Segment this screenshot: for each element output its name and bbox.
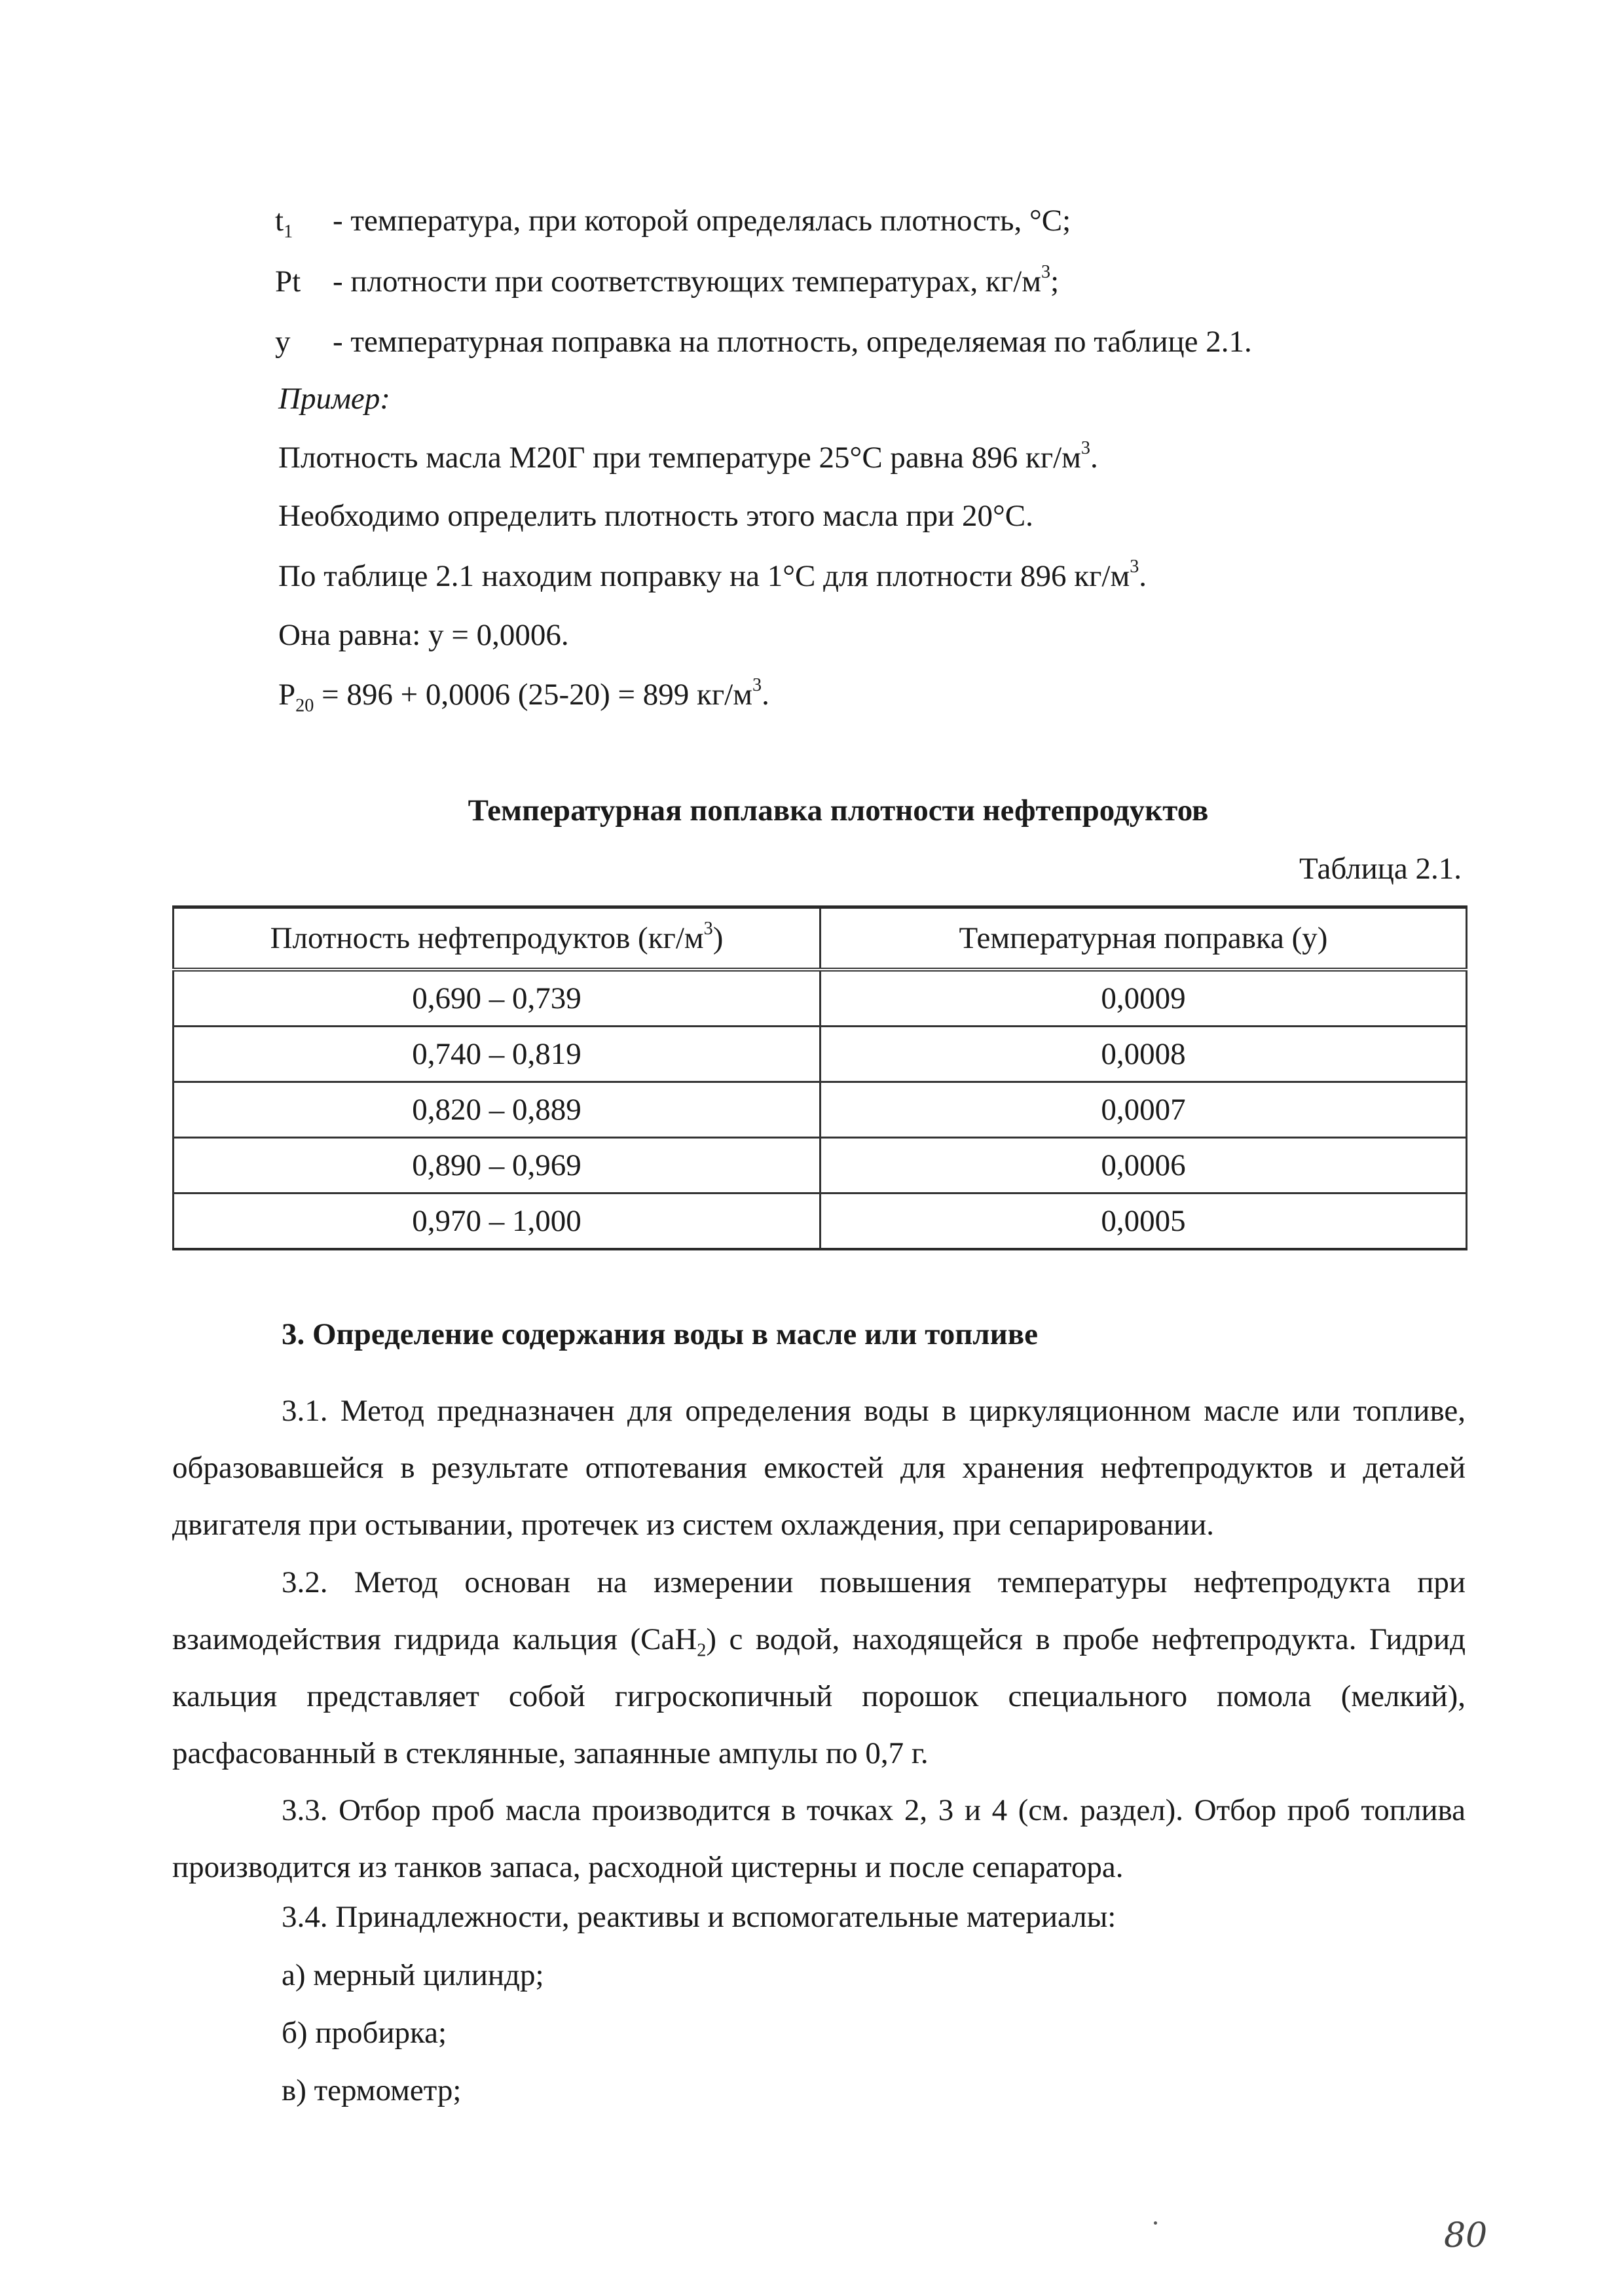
definition-text: - температурная поправка на плотность, определяемая по таблице 2.1. <box>333 325 1252 359</box>
table-cell-density: 0,890 – 0,969 <box>174 1138 821 1194</box>
page-number: 80 <box>1444 2216 1488 2255</box>
table-row <box>174 1027 1467 1082</box>
table-caption: Таблица 2.1. <box>1299 852 1462 886</box>
table-cell-density: 0,970 – 1,000 <box>174 1194 821 1250</box>
definition-text: - температура, при которой определялась плотность, °С; <box>333 204 1071 238</box>
table-cell-correction: 0,0008 <box>821 1027 1467 1082</box>
list-item: а) мерный цилиндр; <box>282 1958 544 1992</box>
table-cell-density: 0,690 – 0,739 <box>174 970 821 1027</box>
definition-symbol: у <box>275 325 291 359</box>
section-title: 3. Определение содержания воды в масле или топливе <box>282 1317 1038 1351</box>
paragraph-3-4: 3.4. Принадлежности, реактивы и вспомогательные материалы: <box>282 1900 1116 1934</box>
column-header-correction: Температурная поправка (у) <box>821 907 1467 970</box>
table-cell-correction: 0,0006 <box>821 1138 1467 1194</box>
table-cell-correction: 0,0007 <box>821 1082 1467 1138</box>
speck-mark <box>1154 2221 1157 2225</box>
example-line: Необходимо определить плотность этого масла при 20°С. <box>278 499 1033 533</box>
paragraph-3-1: 3.1. Метод предназначен для определения воды в циркуляционном масле или топливе, образовавшейся в результате отпотевания емкостей для хранения нефтепродуктов и деталей двигателя при остывании, протечек из систем охлаждения, при сепарировании. <box>172 1394 1466 1542</box>
example-formula: $Р_{20} = 896 + 0,0006$ (25-20) = 899 $кг/м^3$. <box>278 675 769 716</box>
table-cell-density: 0,820 – 0,889 <box>174 1082 821 1138</box>
table-cell-correction: 0,0009 <box>821 970 1467 1027</box>
list-item: в) термометр; <box>282 2073 462 2107</box>
table-title: Температурная поплавка плотности нефтепродуктов <box>468 793 1209 828</box>
table-row <box>174 1138 1467 1194</box>
example-line: Плотность масла М20Г при температуре 25°С равна 896 $кг/м^3$. <box>278 438 1098 475</box>
example-line: Она равна: у = 0,0006. <box>278 618 569 652</box>
table-row <box>174 970 1467 1027</box>
definition-symbol: Pt <box>275 264 301 299</box>
example-label: Пример: <box>278 382 390 416</box>
table-cell-density: 0,740 – 0,819 <box>174 1027 821 1082</box>
table-row <box>174 1194 1467 1250</box>
table-header-row <box>174 907 1467 970</box>
definition-symbol: $t_1$ <box>275 204 293 242</box>
paragraph-3-2: 3.2. Метод основан на измерении повышения температуры нефтепродукта при взаимодействия гидрида кальция (СаН$_2$) с водой, находящейся в пробе нефтепродукта. Гидрид кальция представляет собой гигроскопичный порошок специального помола (мелкий), расфасованный в стеклянные, запаянные ампулы по 0,7 г. <box>172 1565 1466 1770</box>
example-line: По таблице 2.1 находим поправку на 1°С для плотности 896 $кг/м^3$. <box>278 556 1147 593</box>
correction-table <box>172 905 1467 1250</box>
column-header-density: Плотность нефтепродуктов $(кг/м^3)$ <box>174 907 821 970</box>
list-item: б) пробирка; <box>282 2016 447 2050</box>
paragraph-3-3: 3.3. Отбор проб масла производится в точках 2, 3 и 4 (см. раздел). Отбор проб топлива производится из танков запаса, расходной цистерны и после сепаратора. <box>172 1793 1466 1884</box>
table-row <box>174 1082 1467 1138</box>
table-cell-correction: 0,0005 <box>821 1194 1467 1250</box>
definition-text: - плотности при соответствующих температурах, $кг/м^3$; <box>333 262 1060 299</box>
